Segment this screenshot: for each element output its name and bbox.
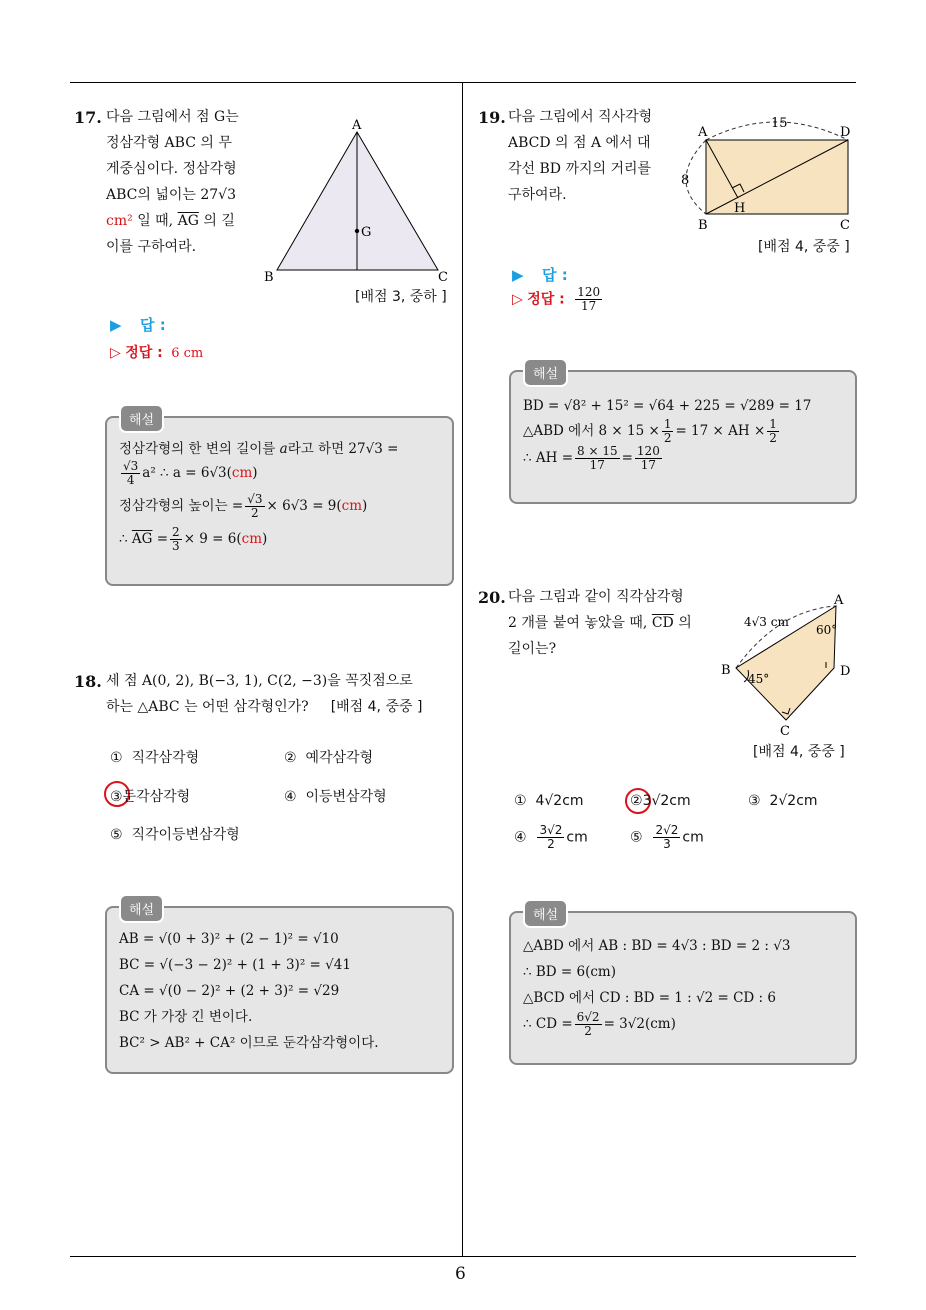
answer-label: 답 :	[542, 266, 568, 284]
label-15: 15	[771, 116, 788, 131]
q20-line: 길이는?	[508, 641, 557, 657]
fraction: $\frac{8 \times 15}{17}$	[577, 444, 618, 472]
q20-solution-body	[523, 933, 845, 1038]
solution-tab: 해설	[119, 404, 164, 433]
solution-tab: 해설	[119, 894, 164, 923]
q19-solution-body	[523, 394, 845, 472]
fraction: $\frac{6√2}{2}$	[576, 1010, 600, 1038]
q17-correct-row	[110, 342, 203, 362]
correct-value: 6 cm	[171, 346, 204, 361]
q18-choice-5[interactable]: ⑤ 직각이등변삼각형	[110, 827, 240, 843]
q19-rectangle-figure	[676, 112, 866, 237]
label-c: C	[438, 270, 448, 285]
q17-meta: [배점 3, 중하 ]	[355, 289, 447, 305]
play-arrow-icon: ▶	[110, 316, 122, 334]
label-60: 60°	[816, 623, 838, 637]
label-b: B	[721, 663, 731, 678]
label-c: C	[780, 724, 790, 739]
unit-cm2: cm²	[106, 213, 133, 229]
label-d: D	[840, 125, 851, 140]
q18-choice-1[interactable]: ① 직각삼각형	[110, 750, 200, 766]
q19-line: 각선 BD 까지의 거리를	[508, 161, 652, 177]
solution-tab: 해설	[523, 899, 568, 928]
q18-solution-body	[119, 926, 442, 1056]
q17-solution-box	[105, 413, 454, 586]
sol-line: BD = √8² + 15² = √64 + 225 = √289 = 17	[523, 398, 812, 414]
q18-line: 세 점 A(0, 2), B(−3, 1), C(2, −3)을 꼭짓점으로	[106, 673, 413, 689]
bottom-rule	[70, 1256, 856, 1257]
segment-cd: $\overline{CD}$	[651, 615, 674, 631]
q19-correct-row	[512, 286, 604, 313]
label-a: A	[834, 593, 844, 608]
q18-text	[106, 668, 466, 720]
label-h: H	[734, 201, 746, 216]
page-number: 6	[455, 1264, 466, 1284]
fraction: $\frac{√3}{4}$	[123, 459, 139, 487]
label-c: C	[840, 218, 850, 233]
label-45: 45°	[748, 672, 770, 686]
q20-meta: [배점 4, 중중 ]	[753, 744, 845, 760]
label-a: A	[352, 118, 362, 133]
q18-meta: [배점 4, 중중 ]	[330, 699, 423, 715]
correct-label: 정답 :	[527, 291, 565, 308]
sol-line: CA = √(0 − 2)² + (2 + 3)² = √29	[119, 983, 340, 999]
sol-line: △ABD 에서 AB : BD = 4√3 : BD = 2 : √3	[523, 938, 791, 954]
triangle-outline-icon: ▷	[110, 345, 121, 361]
q20-choice-5[interactable]: ⑤ $\frac{2√2}{3}$ cm	[630, 823, 704, 851]
correct-fraction: $\frac{120}{17}$	[577, 285, 601, 313]
sol-line: ∴ AH = $\frac{8 \times 15}{17}$ = $\frac{120}{17}$	[523, 444, 660, 472]
segment-ag: $\overline{AG}$	[177, 213, 199, 229]
label-d: D	[840, 664, 851, 679]
q19-answer-row	[512, 264, 568, 285]
q20-choice-1[interactable]: ① 4√2cm	[514, 793, 584, 809]
solution-tab: 해설	[523, 358, 568, 387]
fraction: $\frac{1}{2}$	[769, 417, 777, 445]
q18-solution-box	[105, 903, 454, 1074]
q18-choice-2[interactable]: ② 예각삼각형	[284, 750, 374, 766]
q19-meta: [배점 4, 중중 ]	[758, 239, 850, 255]
q17-text	[106, 104, 256, 260]
fraction: $\frac{1}{2}$	[663, 417, 672, 445]
q17-line: 다음 그림에서 점 G는	[106, 109, 239, 125]
fraction: $\frac{2√2}{3}$	[655, 823, 679, 851]
q20-text	[508, 584, 718, 662]
q18-number: 18.	[74, 672, 102, 691]
label-b: B	[264, 270, 274, 285]
sol-line: 정삼각형의 한 변의 길이를 a라고 하면 27√3 =	[119, 441, 399, 457]
q18-line: 하는 △ABC 는 어떤 삼각형인가? [배점 4, 중중 ]	[106, 699, 423, 715]
q20-choice-4[interactable]: ④ $\frac{3√2}{2}$ cm	[514, 823, 588, 851]
sol-line: BC 가 가장 긴 변이다.	[119, 1009, 253, 1025]
sol-line: AB = √(0 + 3)² + (2 − 1)² = √10	[119, 931, 339, 947]
sol-line: $\frac{√3}{4}$ a² ∴ a = 6√3(cm)	[123, 459, 258, 487]
top-rule	[70, 82, 856, 83]
label-length: 4√3 cm	[744, 615, 789, 629]
q17-line: 정삼각형 ABC 의 무	[106, 135, 232, 151]
q20-choice-2[interactable]: ②3√2cm	[630, 793, 691, 809]
sol-line: 정삼각형의 높이는 = $\frac{√3}{2}$ × 6√3 = 9(cm)	[119, 492, 368, 520]
q19-text	[508, 104, 678, 208]
q18-choice-4[interactable]: ④ 이등변삼각형	[284, 789, 387, 805]
sol-line: △ABD 에서 8 × 15 × $\frac{1}{2}$ = 17 × AH × $\frac{1}{2}$	[523, 417, 777, 445]
q19-line: ABCD 의 점 A 에서 대	[508, 135, 651, 151]
sol-line: ∴ CD = $\frac{6√2}{2}$ = 3√2(cm)	[523, 1010, 676, 1038]
play-arrow-icon: ▶	[512, 266, 524, 284]
q20-line: 2 개를 붙여 놓았을 때, $\overline{CD}$ 의	[508, 615, 692, 631]
fraction: $\frac{3√2}{2}$	[539, 823, 563, 851]
q17-triangle-figure	[260, 115, 460, 285]
sol-line: BC² > AB² + CA² 이므로 둔각삼각형이다.	[119, 1035, 379, 1051]
q17-line: cm² 일 때, $\overline{AG}$ 의 길	[106, 213, 235, 229]
label-g: G	[361, 225, 372, 240]
q19-solution-box	[509, 367, 857, 504]
q20-solution-box	[509, 908, 857, 1065]
label-8: 8	[681, 173, 690, 188]
triangle-outline-icon: ▷	[512, 291, 523, 308]
q19-line: 다음 그림에서 직사각형	[508, 109, 653, 125]
label-a: A	[698, 125, 708, 140]
q17-answer-row	[110, 314, 166, 335]
q20-line: 다음 그림과 같이 직각삼각형	[508, 589, 684, 605]
fraction: $\frac{√3}{2}$	[247, 492, 263, 520]
q20-quadrilateral-figure	[718, 590, 868, 740]
correct-label: 정답 :	[125, 345, 163, 361]
q17-number: 17.	[74, 108, 102, 127]
answer-label: 답 :	[140, 316, 166, 334]
q19-number: 19.	[478, 108, 506, 127]
q17-line: ABC의 넓이는 27√3	[106, 187, 237, 203]
sol-line: ∴ BD = 6(cm)	[523, 964, 617, 980]
q17-line: 게중심이다. 정삼각형	[106, 161, 237, 177]
fraction: $\frac{120}{17}$	[636, 444, 660, 472]
label-b: B	[698, 218, 708, 233]
q17-line: 이를 구하여라.	[106, 239, 197, 255]
q19-line: 구하여라.	[508, 187, 567, 203]
q20-number: 20.	[478, 588, 506, 607]
q17-solution-body	[119, 436, 442, 553]
q18-choice-3[interactable]: ③둔각삼각형	[110, 789, 191, 805]
sol-line: ∴ $\overline{AG}$ = $\frac{2}{3}$ × 9 = 6(cm)	[119, 525, 268, 553]
sol-line: △BCD 에서 CD : BD = 1 : √2 = CD : 6	[523, 990, 776, 1006]
q20-choice-3[interactable]: ③ 2√2cm	[748, 793, 818, 809]
sol-line: BC = √(−3 − 2)² + (1 + 3)² = √41	[119, 957, 351, 973]
fraction: $\frac{2}{3}$	[172, 525, 180, 553]
